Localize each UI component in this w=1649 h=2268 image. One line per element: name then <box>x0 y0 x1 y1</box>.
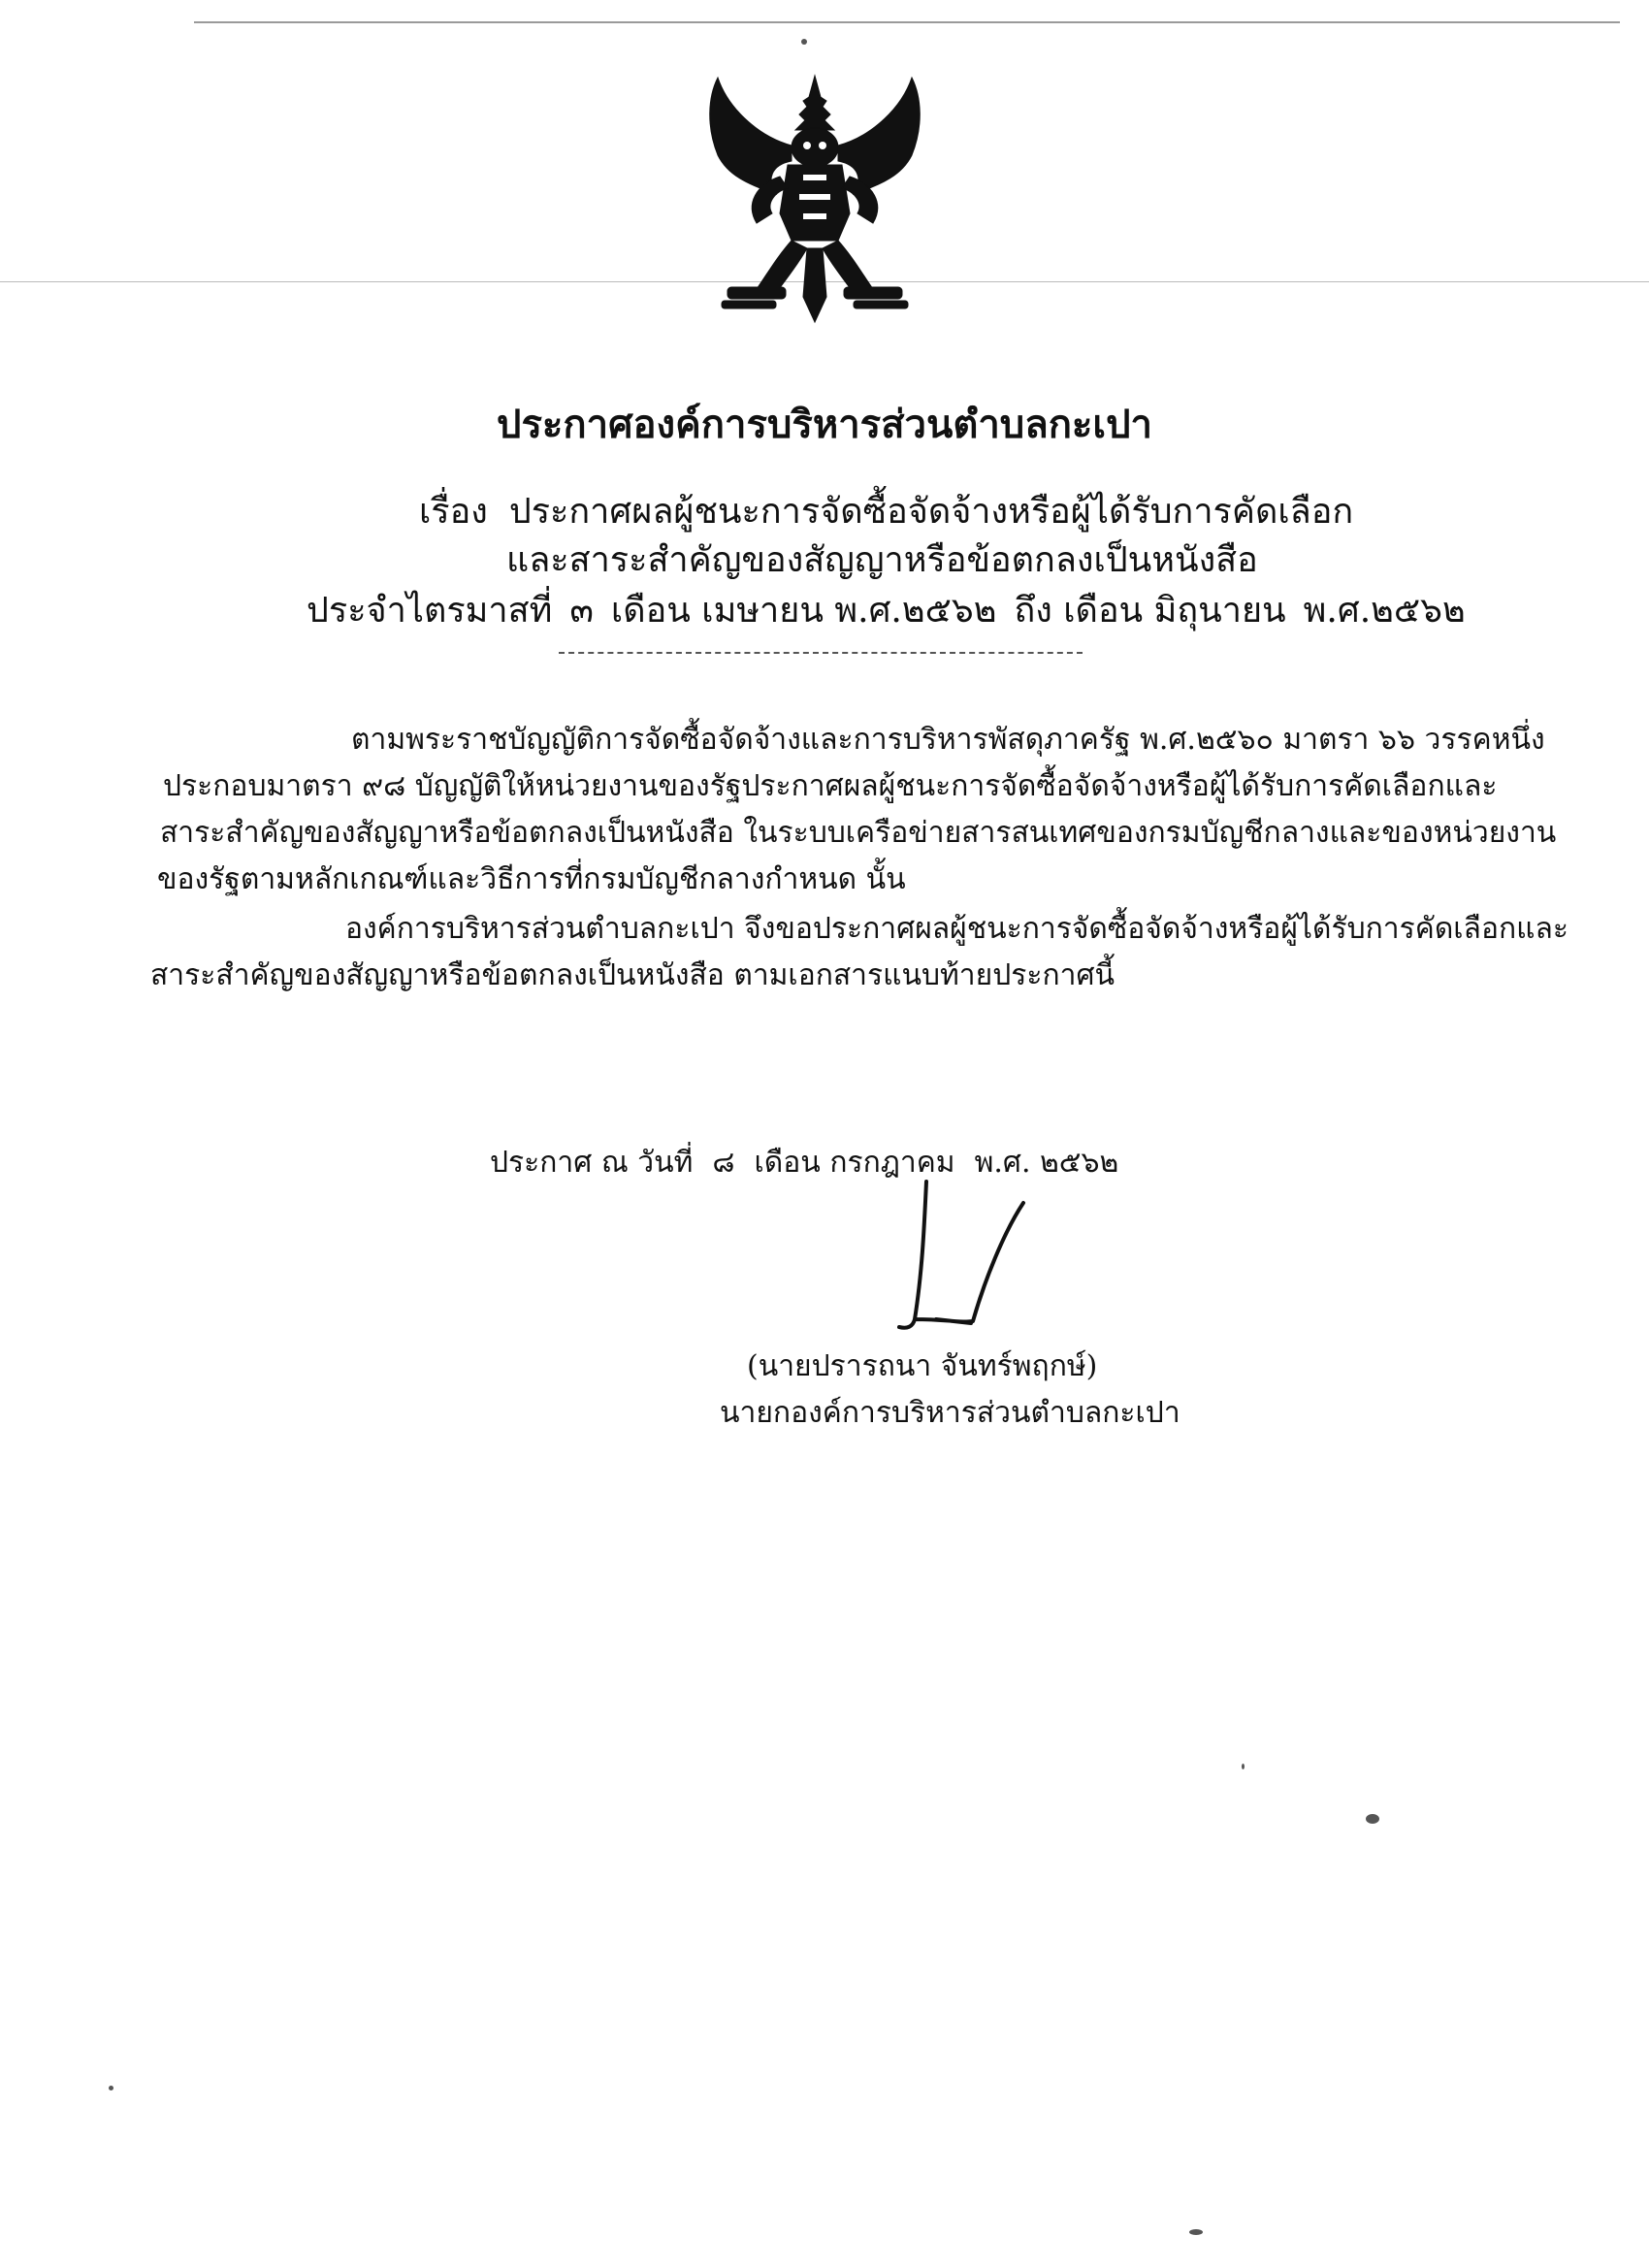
scan-speck <box>1366 1814 1379 1824</box>
signer-name: (นายปรารถนา จันทร์พฤกษ์) <box>747 1349 1098 1383</box>
date-month: เดือน กรกฎาคม <box>754 1146 955 1180</box>
date-year: พ.ศ. ๒๕๖๒ <box>974 1146 1119 1180</box>
period-to-year: พ.ศ.๒๕๖๒ <box>1303 591 1466 631</box>
subject-text-1: ประกาศผลผู้ชนะการจัดซื้อจัดจ้างหรือผู้ได้รับการคัดเลือก <box>508 492 1354 532</box>
body-line: สาระสำคัญของสัญญาหรือข้อตกลงเป็นหนังสือ ในระบบเครือข่ายสารสนเทศของกรมบัญชีกลางและของหน่วยงาน <box>160 816 1557 850</box>
separator-dashes <box>559 652 1083 654</box>
quarter-number: ๓ <box>569 591 594 631</box>
subject-text-2: และสาระสำคัญของสัญญาหรือข้อตกลงเป็นหนังสือ <box>506 540 1258 580</box>
document-title: ประกาศองค์การบริหารส่วนตำบลกะเปา <box>497 402 1152 447</box>
subject-line <box>419 483 1353 538</box>
body-line: สาระสำคัญของสัญญาหรือข้อตกลงเป็นหนังสือ ตามเอกสารแนบท้ายประกาศนี้ <box>150 958 1116 992</box>
garuda-emblem-icon <box>698 68 931 349</box>
period-to: ถึง เดือน มิถุนายน <box>1014 591 1286 631</box>
reporting-period <box>307 582 1483 637</box>
quarter-label: ประจำไตรมาสที่ <box>307 591 553 631</box>
scan-edge-line <box>194 21 1620 23</box>
signer-position: นายกองค์การบริหารส่วนตำบลกะเปา <box>720 1396 1180 1430</box>
announcement-date <box>490 1140 1138 1185</box>
body-line: ของรัฐตามหลักเกณฑ์และวิธีการที่กรมบัญชีกลางกำหนด นั้น <box>157 862 906 896</box>
scan-speck <box>801 39 807 45</box>
body-line: องค์การบริหารส่วนตำบลกะเปา จึงขอประกาศผลผู้ชนะการจัดซื้อจัดจ้างหรือผู้ได้รับการคัดเลือกและ <box>345 912 1568 946</box>
date-day: ๘ <box>712 1146 735 1180</box>
body-line: ตามพระราชบัญญัติการจัดซื้อจัดจ้างและการบริหารพัสดุภาครัฐ พ.ศ.๒๕๖๐ มาตรา ๖๖ วรรคหนึ่ง <box>351 723 1545 757</box>
body-line: ประกอบมาตรา ๙๘ บัญญัติให้หน่วยงานของรัฐประกาศผลผู้ชนะการจัดซื้อจัดจ้างหรือผู้ได้รับการคัดเลือกและ <box>163 769 1498 803</box>
handwritten-signature <box>878 1174 1033 1334</box>
scan-speck <box>109 2086 113 2090</box>
scan-speck <box>1189 2229 1203 2235</box>
subject-label: เรื่อง <box>419 492 488 532</box>
period-from: เดือน เมษายน พ.ศ.๒๕๖๒ <box>610 591 997 631</box>
date-prefix: ประกาศ ณ วันที่ <box>490 1146 694 1180</box>
scan-speck <box>1242 1764 1245 1769</box>
